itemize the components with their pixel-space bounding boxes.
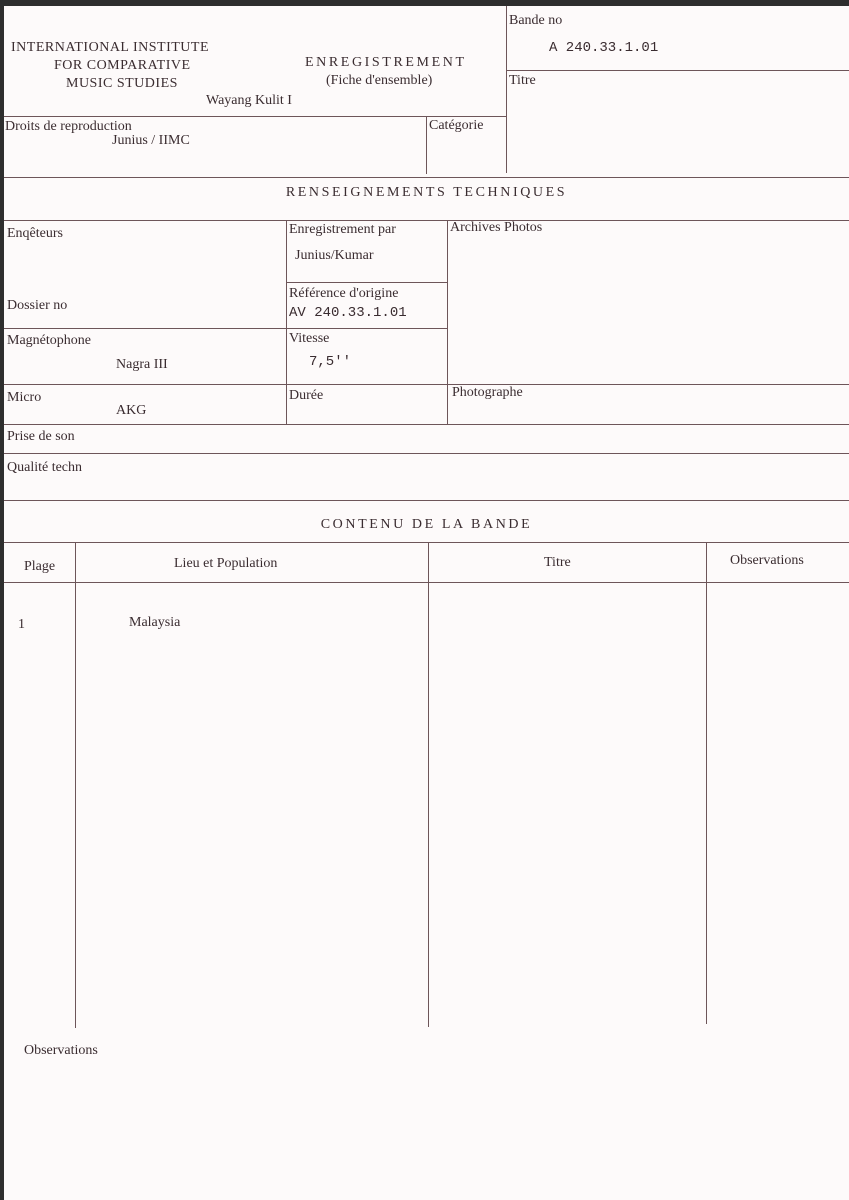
row-1-plage: 1	[18, 617, 25, 632]
magnetophone-value: Nagra III	[116, 357, 168, 372]
magnetophone-label: Magnétophone	[7, 333, 91, 348]
technical-top-rule	[4, 220, 849, 221]
prise-de-son-bottom-rule	[4, 453, 849, 454]
magnetophone-bottom-rule	[4, 384, 849, 385]
column-header-observations: Observations	[730, 553, 804, 568]
enregistrement-label: Enregistrement par	[289, 222, 396, 237]
micro-value: AKG	[116, 403, 147, 418]
reference-label: Référence d'origine	[289, 286, 399, 301]
enregistrement-value: Junius/Kumar	[295, 248, 374, 263]
micro-bottom-rule	[4, 424, 849, 425]
archives-photos-label: Archives Photos	[450, 220, 543, 235]
contents-header-bottom-rule	[4, 582, 849, 583]
bande-titre-divider	[506, 70, 849, 71]
duree-label: Durée	[289, 388, 324, 403]
enqueteurs-label: Enqêteurs	[7, 226, 63, 241]
reference-value: AV 240.33.1.01	[289, 305, 407, 321]
vitesse-value: 7,5''	[309, 354, 352, 370]
recording-subject: Wayang Kulit I	[206, 93, 292, 108]
bande-no-label: Bande no	[509, 13, 563, 28]
contents-section-title: CONTENU DE LA BANDE	[320, 517, 533, 532]
enregistrement-bottom-rule	[286, 282, 447, 283]
column-header-titre: Titre	[544, 555, 571, 570]
photographe-label: Photographe	[452, 385, 523, 400]
bande-no-value: A 240.33.1.01	[549, 40, 659, 56]
institute-name-line2: FOR COMPARATIVE	[54, 58, 191, 73]
technical-col-divider-1	[286, 220, 287, 425]
form-title: ENREGISTREMENT	[305, 55, 467, 70]
prise-de-son-label: Prise de son	[7, 429, 75, 444]
footer-observations-label: Observations	[24, 1043, 98, 1058]
record-sheet	[4, 6, 849, 1200]
technical-section-title: RENSEIGNEMENTS TECHNIQUES	[285, 185, 568, 200]
categorie-label: Catégorie	[429, 118, 484, 133]
column-header-plage: Plage	[23, 559, 56, 574]
contents-col-divider-3	[706, 542, 707, 1024]
contents-col-divider-2	[428, 542, 429, 1027]
header-bottom-rule	[4, 116, 506, 117]
qualite-techn-label: Qualité techn	[7, 460, 83, 475]
rights-divider	[426, 116, 427, 174]
institute-name-line1: INTERNATIONAL INSTITUTE	[11, 40, 209, 55]
institute-name-line3: MUSIC STUDIES	[66, 76, 178, 91]
rights-label: Droits de reproduction	[5, 119, 132, 134]
dossier-label: Dossier no	[7, 298, 68, 313]
contents-top-rule	[4, 542, 849, 543]
vitesse-label: Vitesse	[289, 331, 330, 346]
dossier-bottom-rule	[4, 328, 447, 329]
qualite-bottom-rule	[4, 500, 849, 501]
header-divider	[506, 6, 507, 173]
rights-value: Junius / IIMC	[112, 133, 190, 148]
column-header-lieu: Lieu et Population	[174, 556, 278, 571]
technical-col-divider-2	[447, 220, 448, 425]
contents-col-divider-1	[75, 542, 76, 1028]
form-subtitle: (Fiche d'ensemble)	[326, 73, 433, 88]
micro-label: Micro	[7, 390, 42, 405]
row-1-lieu: Malaysia	[129, 615, 181, 630]
rights-bottom-rule	[4, 177, 849, 178]
titre-label: Titre	[509, 73, 536, 88]
